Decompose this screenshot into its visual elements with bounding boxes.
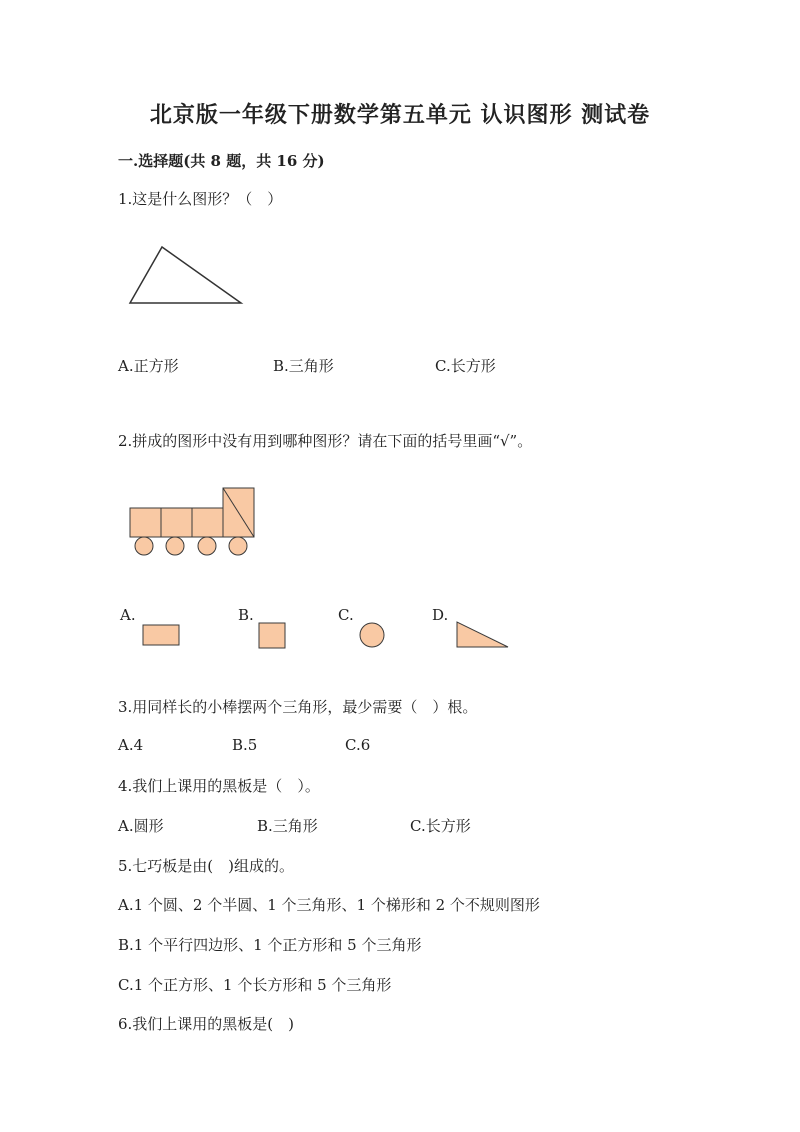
question-2-stem: 2.拼成的图形中没有用到哪种图形？请在下面的括号里画“√”。 [118, 432, 533, 450]
train-wheel-4 [229, 537, 247, 555]
section-heading: 一.选择题(共 8 题，共 16 分) [118, 152, 325, 170]
question-5-stem: 5.七巧板是由( )组成的。 [118, 857, 295, 875]
question-3-option-b[interactable]: B.5 [232, 736, 258, 754]
question-1-option-a[interactable]: A.正方形 [118, 357, 179, 375]
page-title: 北京版一年级下册数学第五单元 认识图形 测试卷 [149, 102, 651, 128]
triangle-shape [130, 247, 241, 303]
train-wheel-2 [166, 537, 184, 555]
question-1-option-b[interactable]: B.三角形 [273, 357, 334, 375]
question-2-train-figure [125, 485, 260, 560]
question-1-triangle-figure [125, 240, 250, 310]
question-3-option-a[interactable]: A.4 [118, 736, 144, 754]
option-c-circle-icon[interactable] [358, 621, 388, 651]
question-5-option-a[interactable]: A.1 个圆、2 个半圆、1 个三角形、1 个梯形和 2 个不规则图形 [118, 896, 540, 914]
train-wheel-3 [198, 537, 216, 555]
question-2-option-a[interactable]: A. [120, 606, 136, 624]
question-4-option-c[interactable]: C.长方形 [410, 817, 471, 835]
train-car-rect-3 [192, 508, 223, 537]
question-5-option-b[interactable]: B.1 个平行四边形、1 个正方形和 5 个三角形 [118, 936, 422, 954]
question-6-stem: 6.我们上课用的黑板是( ) [118, 1015, 295, 1033]
question-4-option-a[interactable]: A.圆形 [118, 817, 164, 835]
train-car-rect-2 [161, 508, 192, 537]
question-1-stem: 1.这是什么图形？（ ） [118, 190, 283, 208]
question-2-option-c[interactable]: C. [338, 606, 354, 624]
question-3-stem: 3.用同样长的小棒摆两个三角形，最少需要（ ）根。 [118, 698, 478, 716]
question-5-option-c[interactable]: C.1 个正方形、1 个长方形和 5 个三角形 [118, 976, 392, 994]
question-3-option-c[interactable]: C.6 [345, 736, 371, 754]
question-4-option-b[interactable]: B.三角形 [257, 817, 318, 835]
question-4-stem: 4.我们上课用的黑板是（ ）。 [118, 777, 320, 795]
train-wheel-1 [135, 537, 153, 555]
option-b-square-icon[interactable] [258, 622, 288, 650]
option-d-triangle-icon[interactable] [455, 620, 511, 650]
question-2-option-d[interactable]: D. [432, 606, 449, 624]
question-1-option-c[interactable]: C.长方形 [435, 357, 496, 375]
question-2-option-b[interactable]: B. [238, 606, 254, 624]
option-a-rectangle-icon[interactable] [142, 624, 182, 648]
train-car-rect-1 [130, 508, 161, 537]
